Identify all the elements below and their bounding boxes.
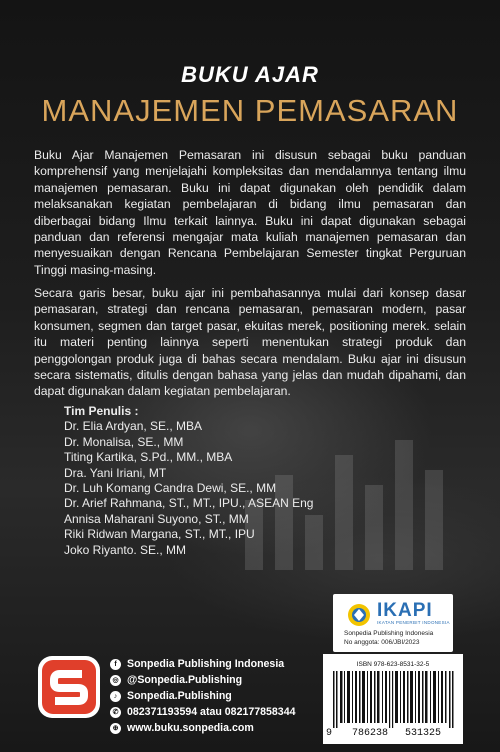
- barcode-digits-right: 531325: [405, 728, 442, 739]
- barcode-digit-first: 9: [326, 728, 333, 739]
- author-name: Joko Riyanto. SE., MM: [64, 542, 187, 557]
- contact-website[interactable]: [110, 720, 296, 736]
- book-kicker: BUKU AJAR: [181, 62, 319, 87]
- isbn-barcode: [323, 654, 463, 744]
- web-icon: ⊕: [110, 723, 121, 734]
- author-name: Dr. Elia Ardyan, SE., MBA: [64, 419, 203, 434]
- barcode-bars: [333, 671, 455, 728]
- description-paragraph-1: Buku Ajar Manajemen Pemasaran ini disusun sebagai buku panduan komprehensif yang menjelajahi kompleksitas dan mendalamnya tentang ilmu manajemen pemasaran. Buku ini dapat digunakan oleh pendidik dalam melaksanakan kegiatan pembelajaran di bidang ilmu pemasaran dan diberbagai bidang Ilmu terkait lainnya. Buku ini dapat digunakan sebagai panduan dan referensi mengajar mata kuliah manajemen pemasaran dan menyesuaikan dengan Rencana Pembelajaran Semester tingkat Perguruan Tinggi masing-masing.: [34, 148, 466, 277]
- contact-text: Sonpedia.Publishing: [127, 690, 232, 702]
- author-list: [64, 404, 313, 558]
- instagram-icon: ◎: [110, 675, 121, 686]
- tiktok-icon: ♪: [110, 691, 121, 702]
- author-name: Dr. Monalisa, SE., MM: [64, 434, 184, 449]
- sonpedia-logo: [38, 656, 100, 718]
- facebook-icon: f: [110, 659, 121, 670]
- author-name: Dr. Arief Rahmana, ST., MT., IPU., ASEAN Eng: [64, 496, 314, 511]
- book-title: MANAJEMEN PEMASARAN: [41, 93, 459, 128]
- author-name: Titing Kartika, S.Pd., MM., MBA: [64, 450, 233, 465]
- contact-whatsapp[interactable]: [110, 704, 296, 720]
- ikapi-member-number: No anggota: 006/JBI/2023: [344, 639, 420, 646]
- ikapi-name: IKAPI: [377, 600, 433, 621]
- author-heading: Tim Penulis :: [64, 404, 139, 418]
- barcode-digits-left: 786238: [352, 728, 389, 739]
- author-name: Dra. Yani Iriani, MT: [64, 465, 167, 480]
- contact-text: 082371193594 atau 082177858344: [127, 706, 296, 718]
- sonpedia-s-icon: [38, 656, 100, 718]
- publisher-contacts: [110, 656, 296, 736]
- author-name: Annisa Maharani Suyono, ST., MM: [64, 511, 249, 526]
- contact-facebook[interactable]: [110, 656, 296, 672]
- whatsapp-icon: ✆: [110, 707, 121, 718]
- author-name: Dr. Luh Komang Candra Dewi, SE., MM: [64, 481, 277, 496]
- ikapi-logo-icon: [345, 602, 373, 628]
- contact-instagram[interactable]: [110, 672, 296, 688]
- contact-tiktok[interactable]: [110, 688, 296, 704]
- description-paragraph-2: Secara garis besar, buku ajar ini pembahasannya mulai dari konsep dasar pemasaran, strategi dan rencana pemasaran, pemasaran modern, pasar konsumen, segmen dan target pasar, ekuitas merek, positioning merek. selain itu materi penting lainnya seperti menentukan strategi produk dan penggolongan produk juga di bahas secara mendalam. Buku ajar ini disusun secara sistematis, ditulis dengan bahasa yang jelas dan mudah dipahami, dan dapat digunakan dalam kegiatan pembelajaran.: [34, 286, 466, 399]
- contact-text: @Sonpedia.Publishing: [127, 674, 243, 686]
- author-name: Riki Ridwan Margana, ST., MT., IPU: [64, 527, 255, 542]
- isbn-label: ISBN 978-623-8531-32-5: [356, 661, 430, 668]
- ikapi-publisher: Sonpedia Publishing Indonesia: [344, 630, 434, 637]
- ikapi-badge: [333, 594, 453, 652]
- ikapi-subtitle: IKATAN PENERBIT INDONESIA: [377, 620, 450, 625]
- contact-text: www.buku.sonpedia.com: [127, 722, 254, 734]
- contact-text: Sonpedia Publishing Indonesia: [127, 658, 285, 670]
